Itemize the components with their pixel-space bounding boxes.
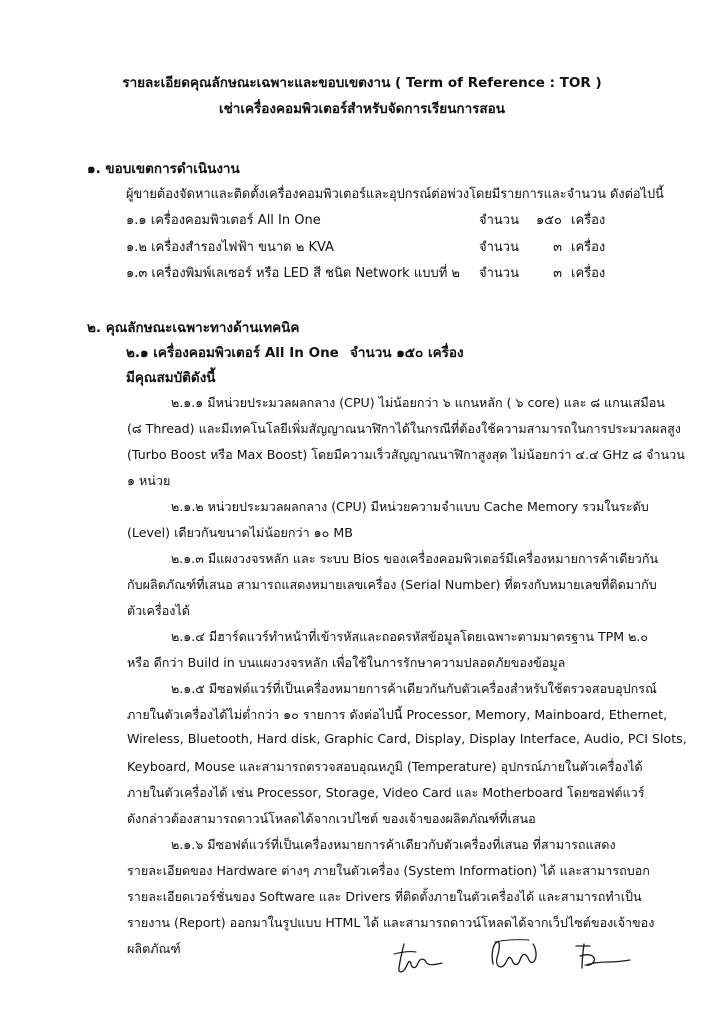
spec-line: กับผลิตภัณฑ์ที่เสนอ สามารถแสดงหมายเลขเครื่อง (Serial Number) ที่ตรงกับหมายเลขที่ติดมากับ xyxy=(127,577,657,592)
scope-item-unit: เครื่อง xyxy=(571,266,606,281)
spec-line: ดังกล่าวต้องสามารถดาวน์โหลดได้จากเวปไซต์ ของเจ้าของผลิตภัณฑ์ที่เสนอ xyxy=(127,811,536,826)
scope-item-unit: เครื่อง xyxy=(571,240,606,255)
spec-line: หรือ ดีกว่า Build in บนแผงวงจรหลัก เพื่อใช้ในการรักษาความปลอดภัยของข้อมูล xyxy=(127,655,566,670)
spec-line: ๒.๑.๔ มีฮาร์ดแวร์ทำหน้าที่เข้ารหัสและถอดรหัสข้อมูลโดยเฉพาะตามมาตรฐาน TPM ๒.๐ xyxy=(171,629,649,644)
document-subtitle: เช่าเครื่องคอมพิวเตอร์สำหรับจัดการเรียนการสอน xyxy=(218,101,506,117)
spec-line: ๒.๑.๑ มีหน่วยประมวลผลกลาง (CPU) ไม่น้อยกว่า ๖ แกนหลัก ( ๖ core) และ ๘ แกนเสมือน xyxy=(171,395,665,410)
scope-item-name: ๑.๓ เครื่องพิมพ์เลเซอร์ หรือ LED สี ชนิด Network แบบที่ ๒ xyxy=(126,266,460,281)
scope-item-qty-word: จำนวน xyxy=(479,266,519,281)
subsection-heading: ๒.๑ เครื่องคอมพิวเตอร์ All In One xyxy=(126,345,339,361)
scope-item-qty: ๓ xyxy=(553,266,562,281)
spec-line: รายละเอียดเวอร์ชั่นของ Software และ Drivers ที่ติดตั้งภายในตัวเครื่องได้ และสามารถทำเป็น xyxy=(127,889,642,904)
spec-line: รายงาน (Report) ออกมาในรูปแบบ HTML ได้ และสามารถดาวน์โหลดได้จากเว็ปไซต์ของเจ้าของ xyxy=(127,915,655,930)
spec-line: ภายในตัวเครื่องได้ เช่น Processor, Storage, Video Card และ Motherboard โดยซอฟต์แวร์ xyxy=(127,785,645,800)
spec-line: ๒.๑.๖ มีซอฟต์แวร์ที่เป็นเครื่องหมายการค้าเดียวกับตัวเครื่องที่เสนอ ที่สามารถแสดง xyxy=(171,837,616,852)
spec-line: รายละเอียดของ Hardware ต่างๆ ภายในตัวเครื่อง (System Information) ได้ และสามารถบอก xyxy=(127,863,650,878)
scope-item-qty-word: จำนวน xyxy=(479,240,519,255)
spec-line: (๘ Thread) และมีเทคโนโลยีเพิ่มสัญญาณนาฬิกาได้ในกรณีที่ต้องใช้ความสามารถในการประมวลผลสูง xyxy=(127,421,681,436)
scope-item-unit: เครื่อง xyxy=(571,213,606,228)
section-2-heading: ๒. คุณลักษณะเฉพาะทางด้านเทคนิค xyxy=(87,320,300,336)
spec-line: (Turbo Boost หรือ Max Boost) โดยมีความเร็วสัญญาณนาฬิกาสูงสุด ไม่น้อยกว่า ๔.๔ GHz ๘ จำนวน xyxy=(127,447,685,462)
spec-line: Wireless, Bluetooth, Hard disk, Graphic Card, Display, Display Interface, Audio, PCI Slots, xyxy=(127,731,687,746)
document-title: รายละเอียดคุณลักษณะเฉพาะและขอบเขตงาน ( Term of Reference : TOR ) xyxy=(122,75,602,91)
spec-line: ๒.๑.๕ มีซอฟต์แวร์ที่เป็นเครื่องหมายการค้าเดียวกันกับตัวเครื่องสำหรับใช้ตรวจสอบอุปกรณ์ xyxy=(171,681,657,696)
signature-3 xyxy=(570,938,632,974)
section-1-intro: ผู้ขายต้องจัดหาและติดตั้งเครื่องคอมพิวเตอร์และอุปกรณ์ต่อพ่วงโดยมีรายการและจำนวน ดังต่อไปนี้ xyxy=(126,187,664,202)
spec-line: ตัวเครื่องได้ xyxy=(127,603,190,618)
spec-line: ผลิตภัณฑ์ xyxy=(127,941,181,956)
signature-1 xyxy=(390,938,446,976)
spec-line: Keyboard, Mouse และสามารถตรวจสอบอุณหภูมิ (Temperature) อุปกรณ์ภายในตัวเครื่องได้ xyxy=(127,759,643,774)
spec-line: ๒.๑.๓ มีแผงวงจรหลัก และ ระบบ Bios ของเครื่องคอมพิวเตอร์มีเครื่องหมายการค้าเดียวกัน xyxy=(171,551,659,566)
section-1-heading: ๑. ขอบเขตการดำเนินงาน xyxy=(87,161,240,177)
scope-item-qty: ๑๕๐ xyxy=(535,213,562,228)
spec-line: (Level) เดียวกันขนาดไม่น้อยกว่า ๑๐ MB xyxy=(127,525,353,540)
subsection-quantity: จำนวน ๑๕๐ เครื่อง xyxy=(350,345,464,361)
spec-line: ๒.๑.๒ หน่วยประมวลผลกลาง (CPU) มีหน่วยความจำแบบ Cache Memory รวมในระดับ xyxy=(171,499,649,514)
spec-line: ภายในตัวเครื่องได้ไม่ต่ำกว่า ๑๐ รายการ ดังต่อไปนี้ Processor, Memory, Mainboard, Ethernet, xyxy=(127,707,668,722)
scope-item-qty: ๓ xyxy=(553,240,562,255)
signature-2 xyxy=(487,934,543,976)
properties-heading: มีคุณสมบัติดังนี้ xyxy=(126,370,216,386)
scope-item-name: ๑.๒ เครื่องสำรองไฟฟ้า ขนาด ๒ KVA xyxy=(126,240,334,255)
scope-item-qty-word: จำนวน xyxy=(479,213,519,228)
spec-line: ๑ หน่วย xyxy=(127,473,171,488)
scope-item-name: ๑.๑ เครื่องคอมพิวเตอร์ All In One xyxy=(126,213,321,228)
